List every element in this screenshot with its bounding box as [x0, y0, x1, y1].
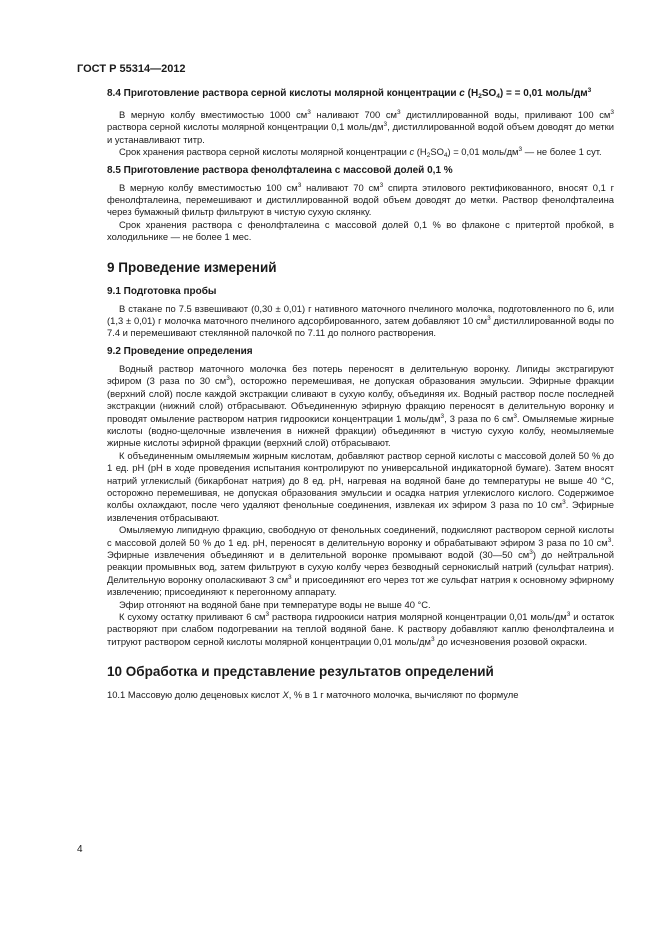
section-8-5-paragraph-1: В мерную колбу вместимостью 100 $см^3$ наливают 70 $см^3$ спирта этилового ректификованного, вносят 0,1 г фенолфталеина, перемешивают и дистиллированной водой объем доводят до метки. Раствор фенолфталеина через бумажный фильтр фильтруют в чистую сухую склянку. [107, 181, 615, 218]
section-9-title: 9 Проведение измерений [107, 259, 277, 275]
standard-header: ГОСТ Р 55314—2012 [77, 63, 186, 75]
section-8-4-paragraph-1: В мерную колбу вместимостью 1000 $см^3$ наливают 700 $см^3$ дистиллированной воды, приливают 100 $см^3$ раствора серной кислоты молярной концентрации 0,1 моль/$дм^3$, дистиллированной водой объем доводят до метки и устанавливают титр. [107, 109, 614, 145]
section-8-5-paragraph-2: Срок хранения раствора с фенолфталеина с массовой долей 0,1 % во флаконе с притертой пробкой, в холодильнике — не более 1 мес. [107, 218, 614, 243]
section-10-title: 10 Обработка и представление результатов определений [107, 664, 494, 680]
section-9-1-title: 9.1 Подготовка пробы [107, 285, 217, 297]
section-8-4-title: 8.4 Приготовление раствора серной кислоты молярной концентрации с $(H_2SO_4)$ = = 0,01 моль/$дм^3$ [107, 87, 592, 100]
section-9-2-paragraph-4: Эфир отгоняют на водяной бане при температуре воды не выше 40 °С. [119, 598, 431, 610]
document-body [107, 87, 614, 702]
section-9-1-paragraph: В стакане по 7.5 взвешивают (0,30 ± 0,01) г нативного маточного пчелиного молочка, подготовленного по 6, или (1,3 ± 0,01) г молочка маточного пчелиного адсорбированного, затем добавляют 10 $см^3$ дистиллированной воды по 7.4 и перемешивают стеклянной палочкой по 7.11 до полного растворения. [107, 302, 614, 339]
section-9-2-paragraph-3: Омыляемую липидную фракцию, свободную от фенольных соединений, подкисляют раствором серной кислоты с массовой долей 50 % до 1 ед. рН, переносят в делительную воронку и обрабатывают эфиром 3 раза по 10 $см^3$. Эфирные извлечения объединяют и в делительной воронке промывают водой (30—50 $см^3$) до нейтральной реакции промывных вод, затем фильтруют в сухую колбу через безводный сернокислый натрий (сульфат натрия). Делительную воронку ополаскивают 3 $см^3$ и присоединяют его через тот же сульфат натрия к основному эфирному извлечению; присоединяют к перегонному аппарату. [107, 524, 614, 598]
section-9-2-title: 9.2 Проведение определения [107, 345, 253, 357]
section-9-2-paragraph-5: К сухому остатку приливают 6 $см^3$ раствора гидроокиси натрия молярной концентрации 0,01 моль/$дм^3$ и остаток растворяют при слабом подогревании на теплой водяной бане. К раствору добавляют каплю фенолфталеина и титруют раствором серной кислоты молярной концентрации 0,01 моль/$дм^3$ до исчезновения розовой окраски. [107, 611, 614, 647]
section-8-5-title: 8.5 Приготовление раствора фенолфталеина с массовой долей 0,1 % [107, 164, 453, 176]
section-9-2-paragraph-1: Водный раствор маточного молочка без потерь переносят в делительную воронку. Липиды экстрагируют эфиром (3 раза по 30 $см^3$), осторожно перемешивая, не допуская образования эмульсии. Эфирные фракции (верхний слой) после каждой экстракции сливают в сухую колбу, объединяя их. Водный раствор после последней экстракции (нижний слой) отбрасывают. Объединенную эфирную фракцию переносят в делительную воронку и проводят омыление раствором натрия гидроокиси концентрации 1 моль/$дм^3$, 3 раза по 6 $см^3$. Омыляемые жирные кислоты (водно-щелочные извлечения в нижней фракции) объединяют в чистую сухую колбу, неомыляемые жирные кислоты эфирной фракции (верхний слой) отбрасывают. [107, 362, 614, 449]
page-number: 4 [77, 844, 83, 855]
section-8-4-paragraph-2: Срок хранения раствора серной кислоты молярной концентрации с $(H_2SO_4) = 0,01$ моль/$дм^3$ — не более 1 сут. [119, 146, 602, 160]
section-10-1-paragraph: 10.1 Массовую долю деценовых кислот X, % в 1 г маточного молочка, вычисляют по формуле [107, 689, 519, 701]
section-9-2-paragraph-2: К объединенным омыляемым жирным кислотам, добавляют раствор серной кислоты с массовой долей 50 % до 1 ед. рН (рН в ходе проведения испытания контролируют по универсальной индикаторной бумаге). Затем вносят натрий углекислый (бикарбонат натрия) до 8 ед. рН, нагревая на водяной бане до температуры не выше 40 °С, осторожно перемешивая, не допуская образования эмульсии и осадка натрия углекислого кислого. Содержимое колбы охлаждают, после чего удаляют фенольные соединения, извлекая их эфиром 3 раза по 10 $см^3$. Эфирные извлечения отбрасывают. [107, 449, 614, 523]
